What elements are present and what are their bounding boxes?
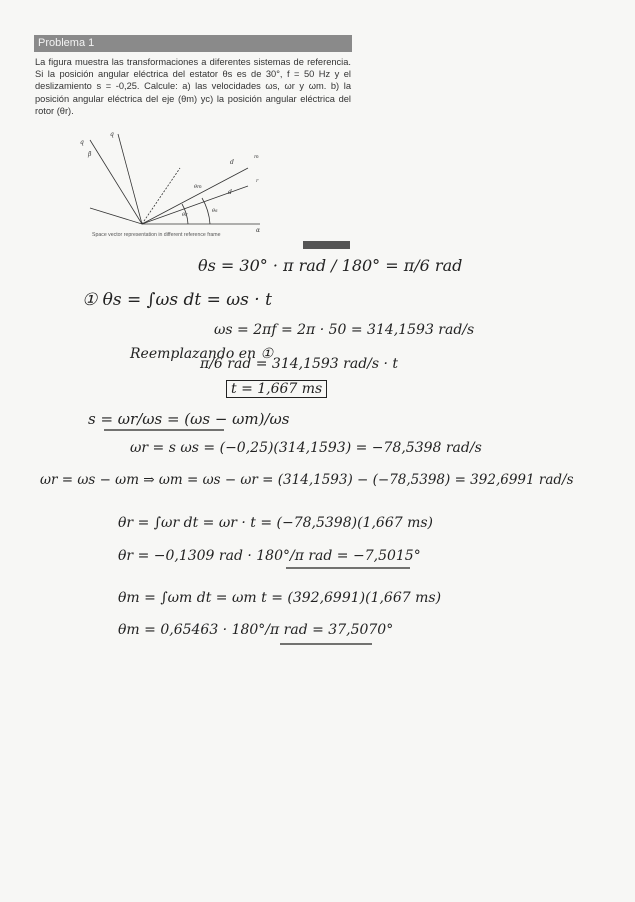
hw-line-5: π/6 rad = 314,1593 rad/s · t (200, 356, 399, 372)
fig-label-q2: q (110, 131, 114, 138)
q-axis-2 (90, 208, 142, 224)
problem-header: Problema 1 (34, 35, 352, 52)
redaction-mark (303, 241, 350, 249)
fig-label-d2: d (228, 189, 232, 196)
fig-label-q1: q (80, 139, 84, 146)
d-axis-r (142, 186, 248, 224)
fig-label-theta-r: θr (182, 212, 188, 218)
hw-line-1: θs = 30° · π rad / 180° = π/6 rad (198, 256, 463, 275)
hw-line-2: ① θs = ∫ωs dt = ωs · t (82, 290, 272, 310)
hw-line-12: θm = ∫ωm dt = ωm t = (392,6991)(1,667 ms) (118, 590, 442, 606)
figure-caption: Space vector representation in different reference frame (92, 232, 221, 238)
hw-line-10: θr = ∫ωr dt = ωr · t = (−78,5398)(1,667 ms) (118, 515, 433, 531)
fig-label-m: m (254, 154, 259, 160)
hw-line-7: s = ωr/ωs = (ωs − ωm)/ωs (88, 410, 290, 428)
fig-label-alpha: α (256, 227, 261, 234)
fig-label-theta-m: θm (194, 184, 202, 190)
fig-label-d1: d (230, 159, 234, 166)
fig-label-beta: β (88, 151, 92, 158)
hw-line-11: θr = −0,1309 rad · 180°/π rad = −7,5015° (118, 548, 421, 564)
problem-statement: La figura muestra las transformaciones a diferentes sistemas de referencia. Si la posición angular eléctrica del estator θs es de 30°, f = 50 Hz y el deslizamiento s = -0,25. Calcule: a) las velocidades ωs, ωr y ωm. b) la posición angular eléctrica del eje (θm) yc) la posición angular eléctrica del rotor (θr). (35, 57, 351, 116)
vector-z (142, 168, 180, 224)
hw-line-4: Reemplazando en ① (130, 346, 274, 362)
q-axis (118, 134, 142, 224)
hw-line-9: ωr = ωs − ωm ⇒ ωm = ωs − ωr = (314,1593) − (−78,5398) = 392,6991 rad/s (40, 472, 574, 488)
hw-line-3: ωs = 2πf = 2π · 50 = 314,1593 rad/s (214, 322, 475, 338)
fig-label-theta-s: θs (212, 208, 218, 214)
space-vector-diagram (70, 128, 270, 238)
hw-line-13: θm = 0,65463 · 180°/π rad = 37,5070° (118, 622, 394, 638)
hw-line-8: ωr = s ωs = (−0,25)(314,1593) = −78,5398 rad/s (130, 440, 482, 456)
hw-line-6-boxed-result: t = 1,667 ms (226, 380, 327, 398)
beta-axis (90, 140, 142, 224)
fig-label-r: r (256, 178, 259, 184)
d-axis-m (142, 168, 248, 224)
